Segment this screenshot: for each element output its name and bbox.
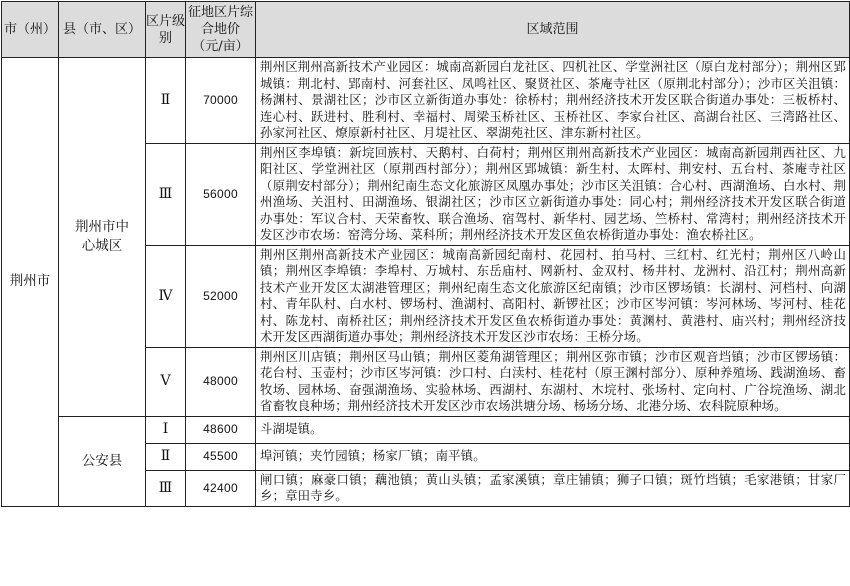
price-cell: 42400 — [186, 470, 256, 506]
price-cell: 52000 — [186, 245, 256, 347]
range-cell: 埠河镇；夹竹园镇；杨家厂镇；南平镇。 — [256, 443, 850, 470]
level-cell: Ⅲ — [146, 143, 186, 245]
range-cell: 荆州区李埠镇：新垸回族村、天鹅村、白荷村；荆州区荆州高新技术产业园区：城南高新园荆西社区、九阳社区、学堂洲社区（原荆西村部分）；荆州区郢城镇：新生村、太晖村、荆安村、五台村、茶庵寺社区（原荆安村部分）；荆州纪南生态文化旅游区凤凰办事处；沙市区关沮镇：合心村、西湖渔场、白水村、荆州渔场、关沮村、田湖渔场、银湖社区；沙市区立新街道办事处：同心村；荆州经济技术开发区联合街道办事处：军议合村、天荣畜牧、联合渔场、宿驾村、新华村、园艺场、竺桥村、常湾村；荆州经济技术开发区沙市农场：窑湾分场、菜科所；荆州经济技术开发区鱼农桥街道办事处：渔农桥社区。 — [256, 143, 850, 245]
price-cell: 48000 — [186, 347, 256, 416]
county-cell — [59, 58, 146, 417]
price-cell: 56000 — [186, 143, 256, 245]
table-row — [2, 416, 850, 443]
price-cell: 70000 — [186, 58, 256, 144]
range-cell: 荆州区荆州高新技术产业园区：城南高新园纪南村、花园村、拍马村、三红村、红光村；荆州区八岭山镇；荆州区李埠镇：李埠村、万城村、东岳庙村、网新村、金双村、杨井村、龙洲村、沿江村；荆州高新技术产业开发区太湖港管理区；荆州纪南生态文化旅游区纪南镇；沙市区锣场镇：长湖村、河档村、向湖村、青年队村、白水村、锣场村、渔湖村、高阳村、新锣社区；沙市区岑河镇：岑河林场、岑河村、桂花村、陈龙村、南桥社区；荆州经济技术开发区鱼农桥街道办事处：黄渊村、黄港村、庙兴村；荆州经济技术开发区西湖街道办事处；荆州经济技术开发区沙市农场：王桥分场。 — [256, 245, 850, 347]
city-cell: 荆州市 — [2, 58, 59, 507]
level-cell: Ⅱ — [146, 443, 186, 470]
range-cell: 斗湖堤镇。 — [256, 416, 850, 443]
level-cell: Ⅲ — [146, 470, 186, 506]
range-cell: 闸口镇；麻豪口镇；藕池镇；黄山头镇；孟家溪镇；章庄铺镇；狮子口镇；斑竹垱镇；毛家港镇；甘家厂乡；章田寺乡。 — [256, 470, 850, 506]
level-cell: Ⅳ — [146, 245, 186, 347]
range-cell: 荆州区川店镇；荆州区马山镇；荆州区菱角湖管理区；荆州区弥市镇；沙市区观音垱镇；沙市区锣场镇：花台村、玉壶村；沙市区岑河镇：沙口村、白渎村、桂花村（原王渊村部分）、原种养殖场、践湖渔场、畜牧场、园林场、奋强湖渔场、实验林场、西湖村、东湖村、木垸村、张场村、定向村、广谷垸渔场、湖北省畜牧良种场；荆州经济技术开发区沙市农场洪塘分场、杨场分场、北港分场、农科院原种场。 — [256, 347, 850, 416]
level-cell: Ⅴ — [146, 347, 186, 416]
header-price: 征地区片综合地价（元/亩） — [186, 2, 256, 58]
price-cell: 48600 — [186, 416, 256, 443]
range-cell: 荆州区荆州高新技术产业园区：城南高新园白龙社区、四机社区、学堂洲社区（原白龙村部分）；荆州区郢城镇：荆北村、郢南村、河套社区、凤鸣社区、聚贤社区、茶庵寺社区（原荆北村部分）；沙市区关沮镇：杨渊村、景湖社区；沙市区立新街道办事处：徐桥村；荆州经济技术开发区联合街道办事处：三板桥村、连心村、跃进村、胜利村、幸福村、周梁玉桥社区、玉桥社区、李家台社区、高湖台社区、三湾路社区、孙家河社区、燎原新村社区、月堤社区、翠湖苑社区、津东新村社区。 — [256, 58, 850, 144]
header-level: 区片级别 — [146, 2, 186, 58]
header-county: 县（市、区） — [59, 2, 146, 58]
table-header-row — [2, 2, 850, 58]
level-cell: Ⅱ — [146, 58, 186, 144]
header-city: 市（州） — [2, 2, 59, 58]
land-price-table — [1, 1, 850, 507]
price-cell: 45500 — [186, 443, 256, 470]
level-cell: Ⅰ — [146, 416, 186, 443]
county-cell: 公安县 — [59, 416, 146, 506]
table-row — [2, 58, 850, 144]
header-range: 区域范围 — [256, 2, 850, 58]
county-name: 荆州市中心城区 — [75, 218, 129, 254]
